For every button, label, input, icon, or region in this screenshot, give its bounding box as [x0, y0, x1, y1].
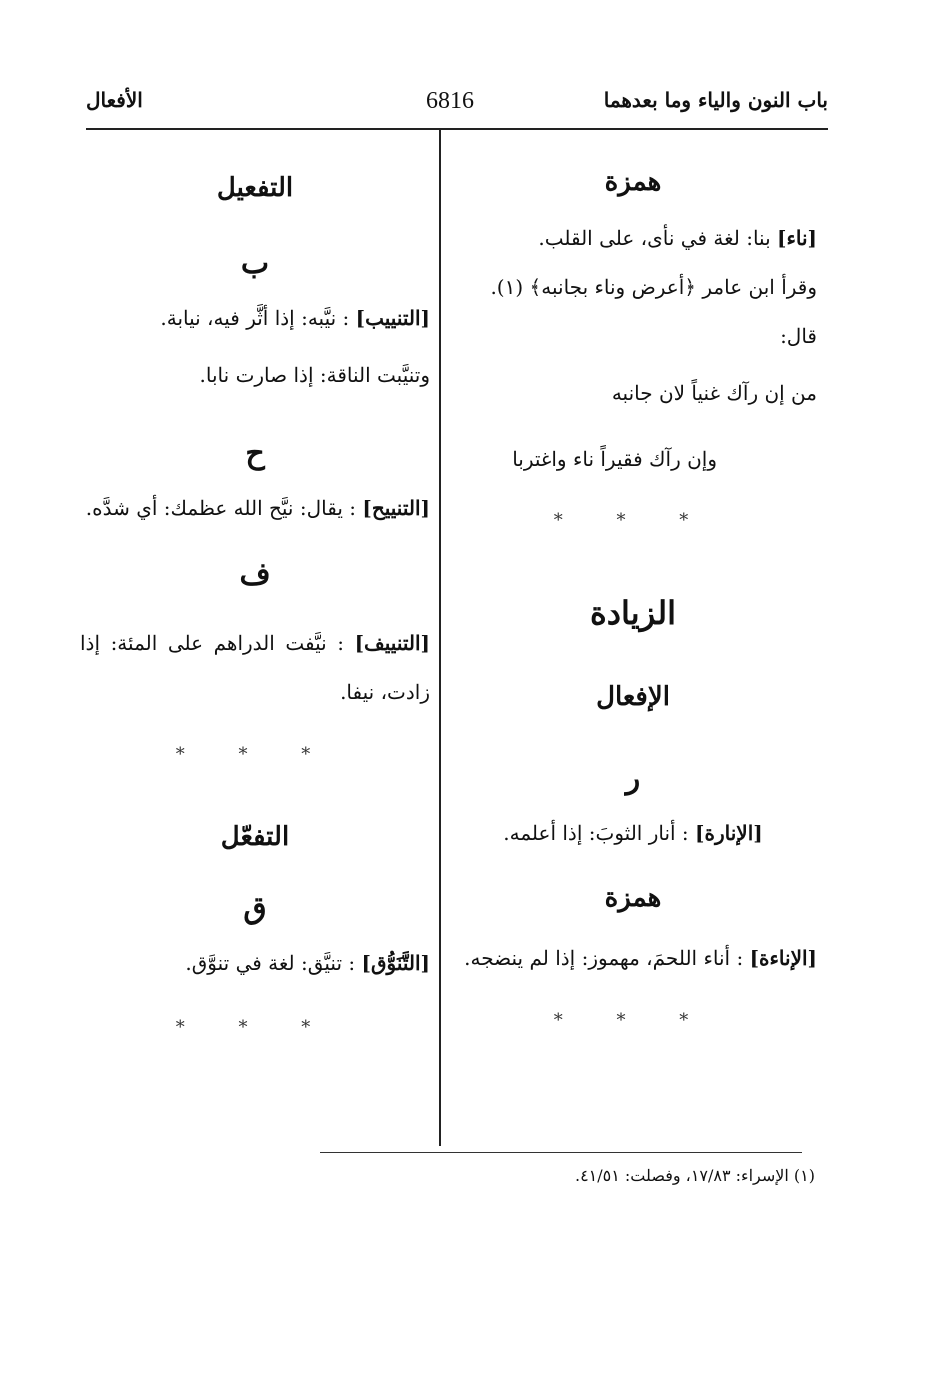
entry-keyword: [التنييف] [354, 631, 431, 655]
entry-keyword: [التنييب] [355, 306, 430, 330]
verse-line-2: وإن رآك فقيراً ناء واغتربا [512, 447, 717, 471]
heading-tafaul: التفعّل [220, 822, 290, 852]
running-title: باب النون والياء وما بعدهما [603, 88, 828, 112]
entry-tanyih [80, 484, 430, 533]
section-title: الأفعال [86, 88, 143, 112]
tanayyabat-line: وتنيَّبت الناقة: إذا صارت نابا. [199, 363, 430, 387]
heading-hamza-2: همزة [604, 883, 662, 913]
letter-ba: ب [240, 246, 270, 281]
right-column [449, 150, 817, 1041]
section-separator: * * * [175, 744, 335, 765]
heading-ziyada: الزيادة [590, 594, 676, 632]
entry-text: : أنار الثوبَ: إذا أعلمه. [503, 821, 689, 845]
qala-line: قال: [780, 324, 817, 348]
section-separator: * * * [553, 510, 713, 531]
header-rule [86, 128, 828, 130]
letter-fa: ف [239, 557, 271, 592]
entry-text: : أناء اللحمَ، مهموز: إذا لم ينضجه. [464, 946, 744, 970]
section-separator: * * * [553, 1010, 713, 1031]
entry-keyword: [الإناءة] [749, 946, 817, 970]
heading-tafeel: التفعيل [216, 173, 294, 203]
entry-keyword: [ناء] [777, 226, 817, 250]
section-separator: * * * [175, 1017, 335, 1038]
entry-tanawwuq [80, 939, 430, 988]
entry-inaa [449, 934, 817, 983]
heading-hamza: همزة [604, 167, 662, 197]
page-number: 6816 [426, 88, 474, 114]
entry-text: : نيَّبه: إذا أثَّر فيه، نيابة. [160, 306, 350, 330]
letter-ha: ح [245, 436, 265, 471]
page-header [86, 86, 828, 126]
entry-inara [449, 809, 817, 858]
entry-keyword: [الإنارة] [695, 821, 763, 845]
letter-qaf: ق [243, 891, 267, 926]
entry-text: : تنيَّق: لغة في تنوَّق. [185, 951, 356, 975]
column-divider [439, 130, 441, 1146]
verse-line-1: من إن رآك غنياً لان جانبه [611, 381, 817, 405]
entry-text: بنا: لغة في نأى، على القلب. [538, 226, 771, 250]
entry-naa [449, 214, 817, 263]
entry-text: : يقال: نيَّح الله عظمك: أي شدَّه. [85, 496, 356, 520]
quran-reading: وقرأ ابن عامر ﴿أعرض وناء بجانبه﴾ (١). [490, 275, 817, 299]
entry-keyword: [التنييح] [362, 496, 430, 520]
heading-ifaal: الإفعال [596, 682, 670, 712]
left-column [80, 150, 430, 1048]
entry-keyword: [التَّنَوُّق] [361, 951, 430, 975]
letter-ra: ر [625, 761, 641, 796]
entry-tanyib [80, 294, 430, 343]
footnote: (١) الإسراء: ١٧/٨٣، وفصلت: ٤١/٥١. [574, 1166, 815, 1185]
entry-tanyif [80, 619, 430, 717]
footnote-rule [320, 1152, 802, 1153]
entry-text: : نيَّفت الدراهم على المئة: إذا زادت، نيفا. [80, 631, 430, 704]
